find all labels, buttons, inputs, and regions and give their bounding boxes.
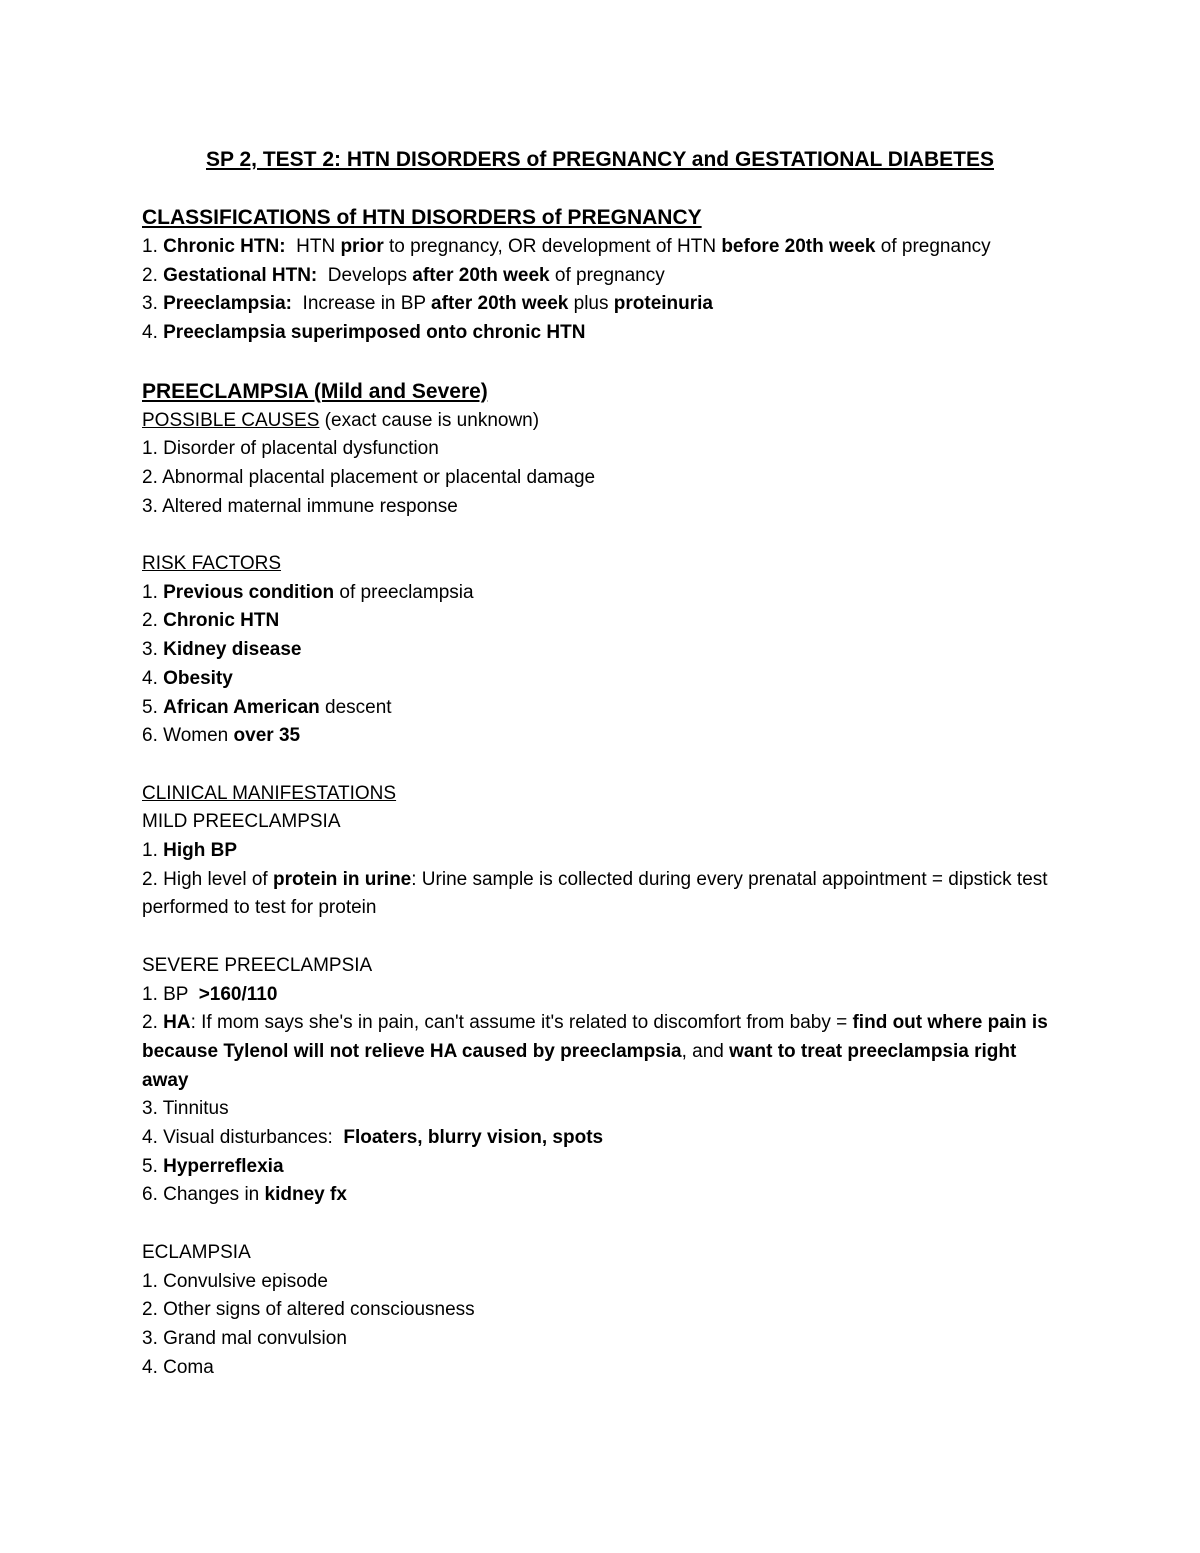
risk-item-4: 4. Obesity xyxy=(142,667,233,689)
severe-item-6: 6. Changes in kidney fx xyxy=(142,1184,347,1206)
classification-item-3: 3. Preeclampsia: Increase in BP after 20th week plus proteinuria xyxy=(142,293,713,315)
preeclampsia-heading: PREECLAMPSIA (Mild and Severe) xyxy=(142,379,488,403)
eclampsia-heading: ECLAMPSIA xyxy=(142,1241,251,1263)
cause-item: 2. Abnormal placental placement or placental damage xyxy=(142,466,596,488)
risk-factors-heading: RISK FACTORS xyxy=(142,553,282,574)
risk-item-1: 1. Previous condition of preeclampsia xyxy=(142,581,474,603)
document-body xyxy=(142,203,1062,1382)
classification-item-2: 2. Gestational HTN: Develops after 20th week of pregnancy xyxy=(142,264,665,286)
possible-causes-heading: POSSIBLE CAUSES xyxy=(142,409,320,431)
cause-item: 1. Disorder of placental dysfunction xyxy=(142,438,439,460)
eclampsia-item: 2. Other signs of altered consciousness xyxy=(142,1299,475,1321)
document-title: SP 2, TEST 2: HTN DISORDERS of PREGNANCY and GESTATIONAL DIABETES xyxy=(206,148,994,171)
severe-item-3: 3. Tinnitus xyxy=(142,1098,229,1120)
severe-item-2: 2. HA: If mom says she's in pain, can't assume it's related to discomfort from baby = find out where pain is because Tylenol will not relieve HA caused by preeclampsia, and want to treat preeclampsia right away xyxy=(142,1012,1048,1091)
severe-item-4: 4. Visual disturbances: Floaters, blurry vision, spots xyxy=(142,1127,604,1149)
risk-item-6: 6. Women over 35 xyxy=(142,725,301,747)
eclampsia-item: 4. Coma xyxy=(142,1356,214,1378)
severe-item-5: 5. Hyperreflexia xyxy=(142,1155,284,1177)
risk-item-2: 2. Chronic HTN xyxy=(142,610,280,632)
clinical-manifestations-heading: CLINICAL MANIFESTATIONS xyxy=(142,782,397,804)
classifications-heading: CLASSIFICATIONS of HTN DISORDERS of PREGNANCY xyxy=(142,206,702,229)
eclampsia-item: 3. Grand mal convulsion xyxy=(142,1327,347,1349)
possible-causes-line: POSSIBLE CAUSES (exact cause is unknown) xyxy=(142,409,540,431)
risk-item-5: 5. African American descent xyxy=(142,696,392,718)
cause-item: 3. Altered maternal immune response xyxy=(142,495,458,517)
mild-preeclampsia-heading: MILD PREECLAMPSIA xyxy=(142,811,341,833)
classification-item-1: 1. Chronic HTN: HTN prior to pregnancy, OR development of HTN before 20th week of pregnancy xyxy=(142,236,991,257)
classification-item-4: 4. Preeclampsia superimposed onto chronic HTN xyxy=(142,322,586,344)
mild-item-1: 1. High BP xyxy=(142,840,238,862)
severe-item-1: 1. BP >160/110 xyxy=(142,983,278,1005)
mild-item-2: 2. High level of protein in urine: Urine sample is collected during every prenatal appointment = dipstick test performed to test for protein xyxy=(142,868,1048,919)
risk-item-3: 3. Kidney disease xyxy=(142,639,302,661)
eclampsia-item: 1. Convulsive episode xyxy=(142,1270,328,1292)
severe-preeclampsia-heading: SEVERE PREECLAMPSIA xyxy=(142,954,373,976)
